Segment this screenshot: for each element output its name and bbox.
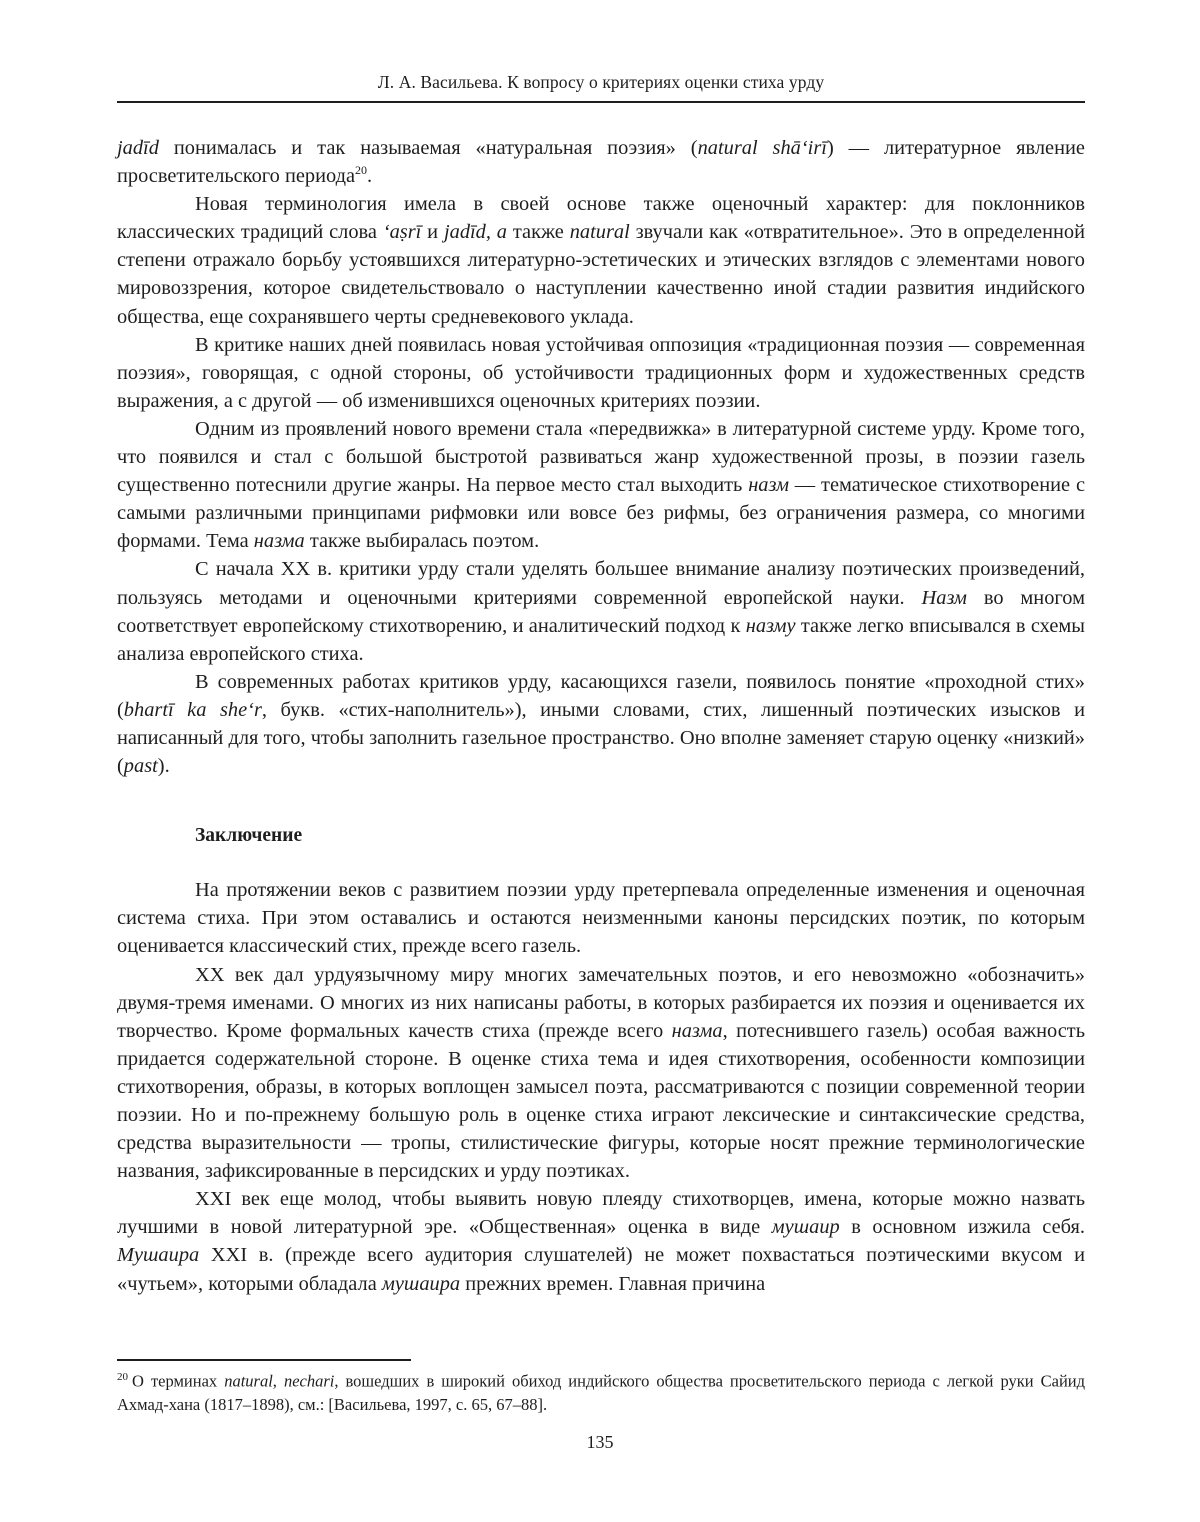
italic-term: ‘aṣrī [382, 221, 422, 244]
text-run: ). [157, 755, 170, 778]
italic-term: nechari [283, 1371, 335, 1391]
page-number: 135 [586, 1432, 614, 1452]
italic-term: jadīd, а [443, 221, 508, 244]
paragraph [117, 331, 1085, 415]
footnote-number: 20 [117, 1371, 128, 1383]
text-run: В современных работах критиков урду, касающихся газели, появилось понятие «проходной стих» ( [117, 670, 1085, 721]
italic-term: мушаира [381, 1272, 461, 1295]
text-run: , вошедших в широкий обиход индийского общества просветительского периода с легкой руки Сайид Ахмад-хана (1817–1898), см.: [Васильева, 1997, с. 65, 67–88]. [117, 1371, 1085, 1414]
paragraph [117, 1185, 1085, 1297]
italic-term: natural [224, 1371, 273, 1391]
text-run: XXI век еще молод, чтобы выявить новую плеяду стихотворцев, имена, которые можно назвать лучшими в новой литературной эре. «Общественная» оценка в виде [117, 1188, 1085, 1239]
text-run: ) — литературное явление просветительского периода [117, 137, 1085, 188]
text-run: О терминах [132, 1371, 225, 1391]
italic-term: past [123, 755, 158, 778]
paragraph [117, 668, 1085, 780]
intro-paragraphs [117, 134, 1085, 780]
text-run: Одним из проявлений нового времени стала «передвижка» в литературной системе урду. Кроме того, что появился и стал с большой быстротой развиваться жанр художественной прозы, в поэзии газель существенно потеснили другие жанры. На первое место стал выходить [117, 417, 1085, 497]
paragraph [117, 134, 1085, 190]
italic-term: bhartī ka she‘r [123, 698, 262, 721]
text-run: XX век дал урдуязычному миру многих замечательных поэтов, и его невозможно «обозначить» двумя-тремя именами. О многих из них написаны работы, в которых разбирается их поэзия и оценивается их творчество. Кроме формальных качеств стиха (прежде всего [117, 963, 1085, 1042]
text-run: в основном изжила себя. [839, 1216, 1085, 1239]
italic-term: natural shā‘irī [697, 137, 827, 159]
paragraph [117, 415, 1085, 555]
footnote-reference: 20 [355, 163, 368, 178]
italic-term: Назм [921, 586, 967, 609]
italic-term: назма [253, 530, 305, 553]
text-run: , [272, 1371, 284, 1391]
text-run: прежних времен. Главная причина [460, 1272, 766, 1295]
conclusion-paragraphs [117, 876, 1085, 1297]
running-header: Л. А. Васильева. К вопросу о критериях оценки стиха урду [117, 72, 1085, 103]
paragraph [117, 190, 1085, 330]
italic-term: мушаир [771, 1216, 840, 1239]
text-run: Новая терминология имела в своей основе также оценочный характер: для поклонников классических традиций слова [117, 193, 1085, 244]
italic-term: назму [745, 614, 796, 637]
text-run: С начала XX в. критики урду стали уделять большее внимание анализу поэтических произведений, пользуясь методами и оценочными критериями современной европейской науки. [117, 558, 1085, 609]
text-run: — тематическое стихотворение с самыми различными принципами рифмовки или вовсе без рифмы, без ограничения размера, со многими формами. Тема [117, 474, 1085, 553]
text-run: , букв. «стих-наполнитель»), иными словами, стих, лишенный поэтических изысков и написанный для того, чтобы заполнить газельное пространство. Оно вполне заменяет старую оценку «низкий» ( [117, 698, 1085, 778]
text-run: во многом соответствует европейскому стихотворению, и аналитический подход к [117, 586, 1085, 637]
text-run: понималась и так называемая «натуральная поэзия» ( [158, 137, 698, 159]
text-run: также легко вписывался в схемы анализа европейского стиха. [117, 614, 1086, 665]
text-run: , потеснившего газель) особая важность придается содержательной стороне. В оценке стиха тема и идея стихотворения, особенности композиции стихотворения, образы, в которых воплощен замысел поэта, рассматриваются с позиции современной теории поэзии. Но и по-прежнему большую роль в оценке стиха играют лексические и синтаксические средства, средства выразительности — тропы, стилистические фигуры, которые носят прежние терминологические названия, зафиксированные в персидских и урду поэтиках. [117, 1019, 1085, 1183]
footnote-text [117, 1372, 1085, 1414]
footnote [117, 1366, 1085, 1416]
footnote-divider [117, 1359, 411, 1361]
text-run: звучали как «отвратительное». Это в определенной степени отражало борьбу устоявшихся литературно-эстетических и этических взглядов с элементами нового мировоззрения, которое свидетельствовало о наступлении качественно иной стадии развития индийского общества, еще сохранявшего черты средневекового уклада. [117, 221, 1086, 328]
article-body [117, 134, 1085, 1298]
paragraph [117, 961, 1085, 1186]
italic-term: назма [671, 1019, 723, 1042]
text-run: также выбиралась поэтом. [304, 530, 540, 553]
text-run: В критике наших дней появилась новая устойчивая оппозиция «традиционная поэзия — современная поэзия», говорящая, с одной стороны, об устойчивости традиционных форм и художественных средств выражения, а с другой — об изменившихся оценочных критериях поэзии. [117, 333, 1085, 412]
paragraph [117, 876, 1085, 960]
section-heading: Заключение [195, 825, 303, 847]
text-run: На протяжении веков с развитием поэзии урду претерпевала определенные изменения и оценочная система стиха. При этом оставались и остаются неизменными каноны персидских поэтик, по которым оценивается классический стих, прежде всего газель. [117, 879, 1085, 958]
paragraph [117, 555, 1085, 667]
text-run: . [367, 165, 373, 188]
italic-term: natural [569, 221, 630, 244]
italic-term: jadīd [117, 137, 159, 159]
text-run: также [507, 221, 570, 244]
text-run: XXI в. (прежде всего аудитория слушателей) не может похвастаться поэтическими вкусом и «чутьем», которыми обладала [117, 1244, 1085, 1295]
italic-term: назм [748, 474, 789, 497]
text-run: и [421, 221, 444, 244]
italic-term: Мушаира [117, 1244, 200, 1267]
